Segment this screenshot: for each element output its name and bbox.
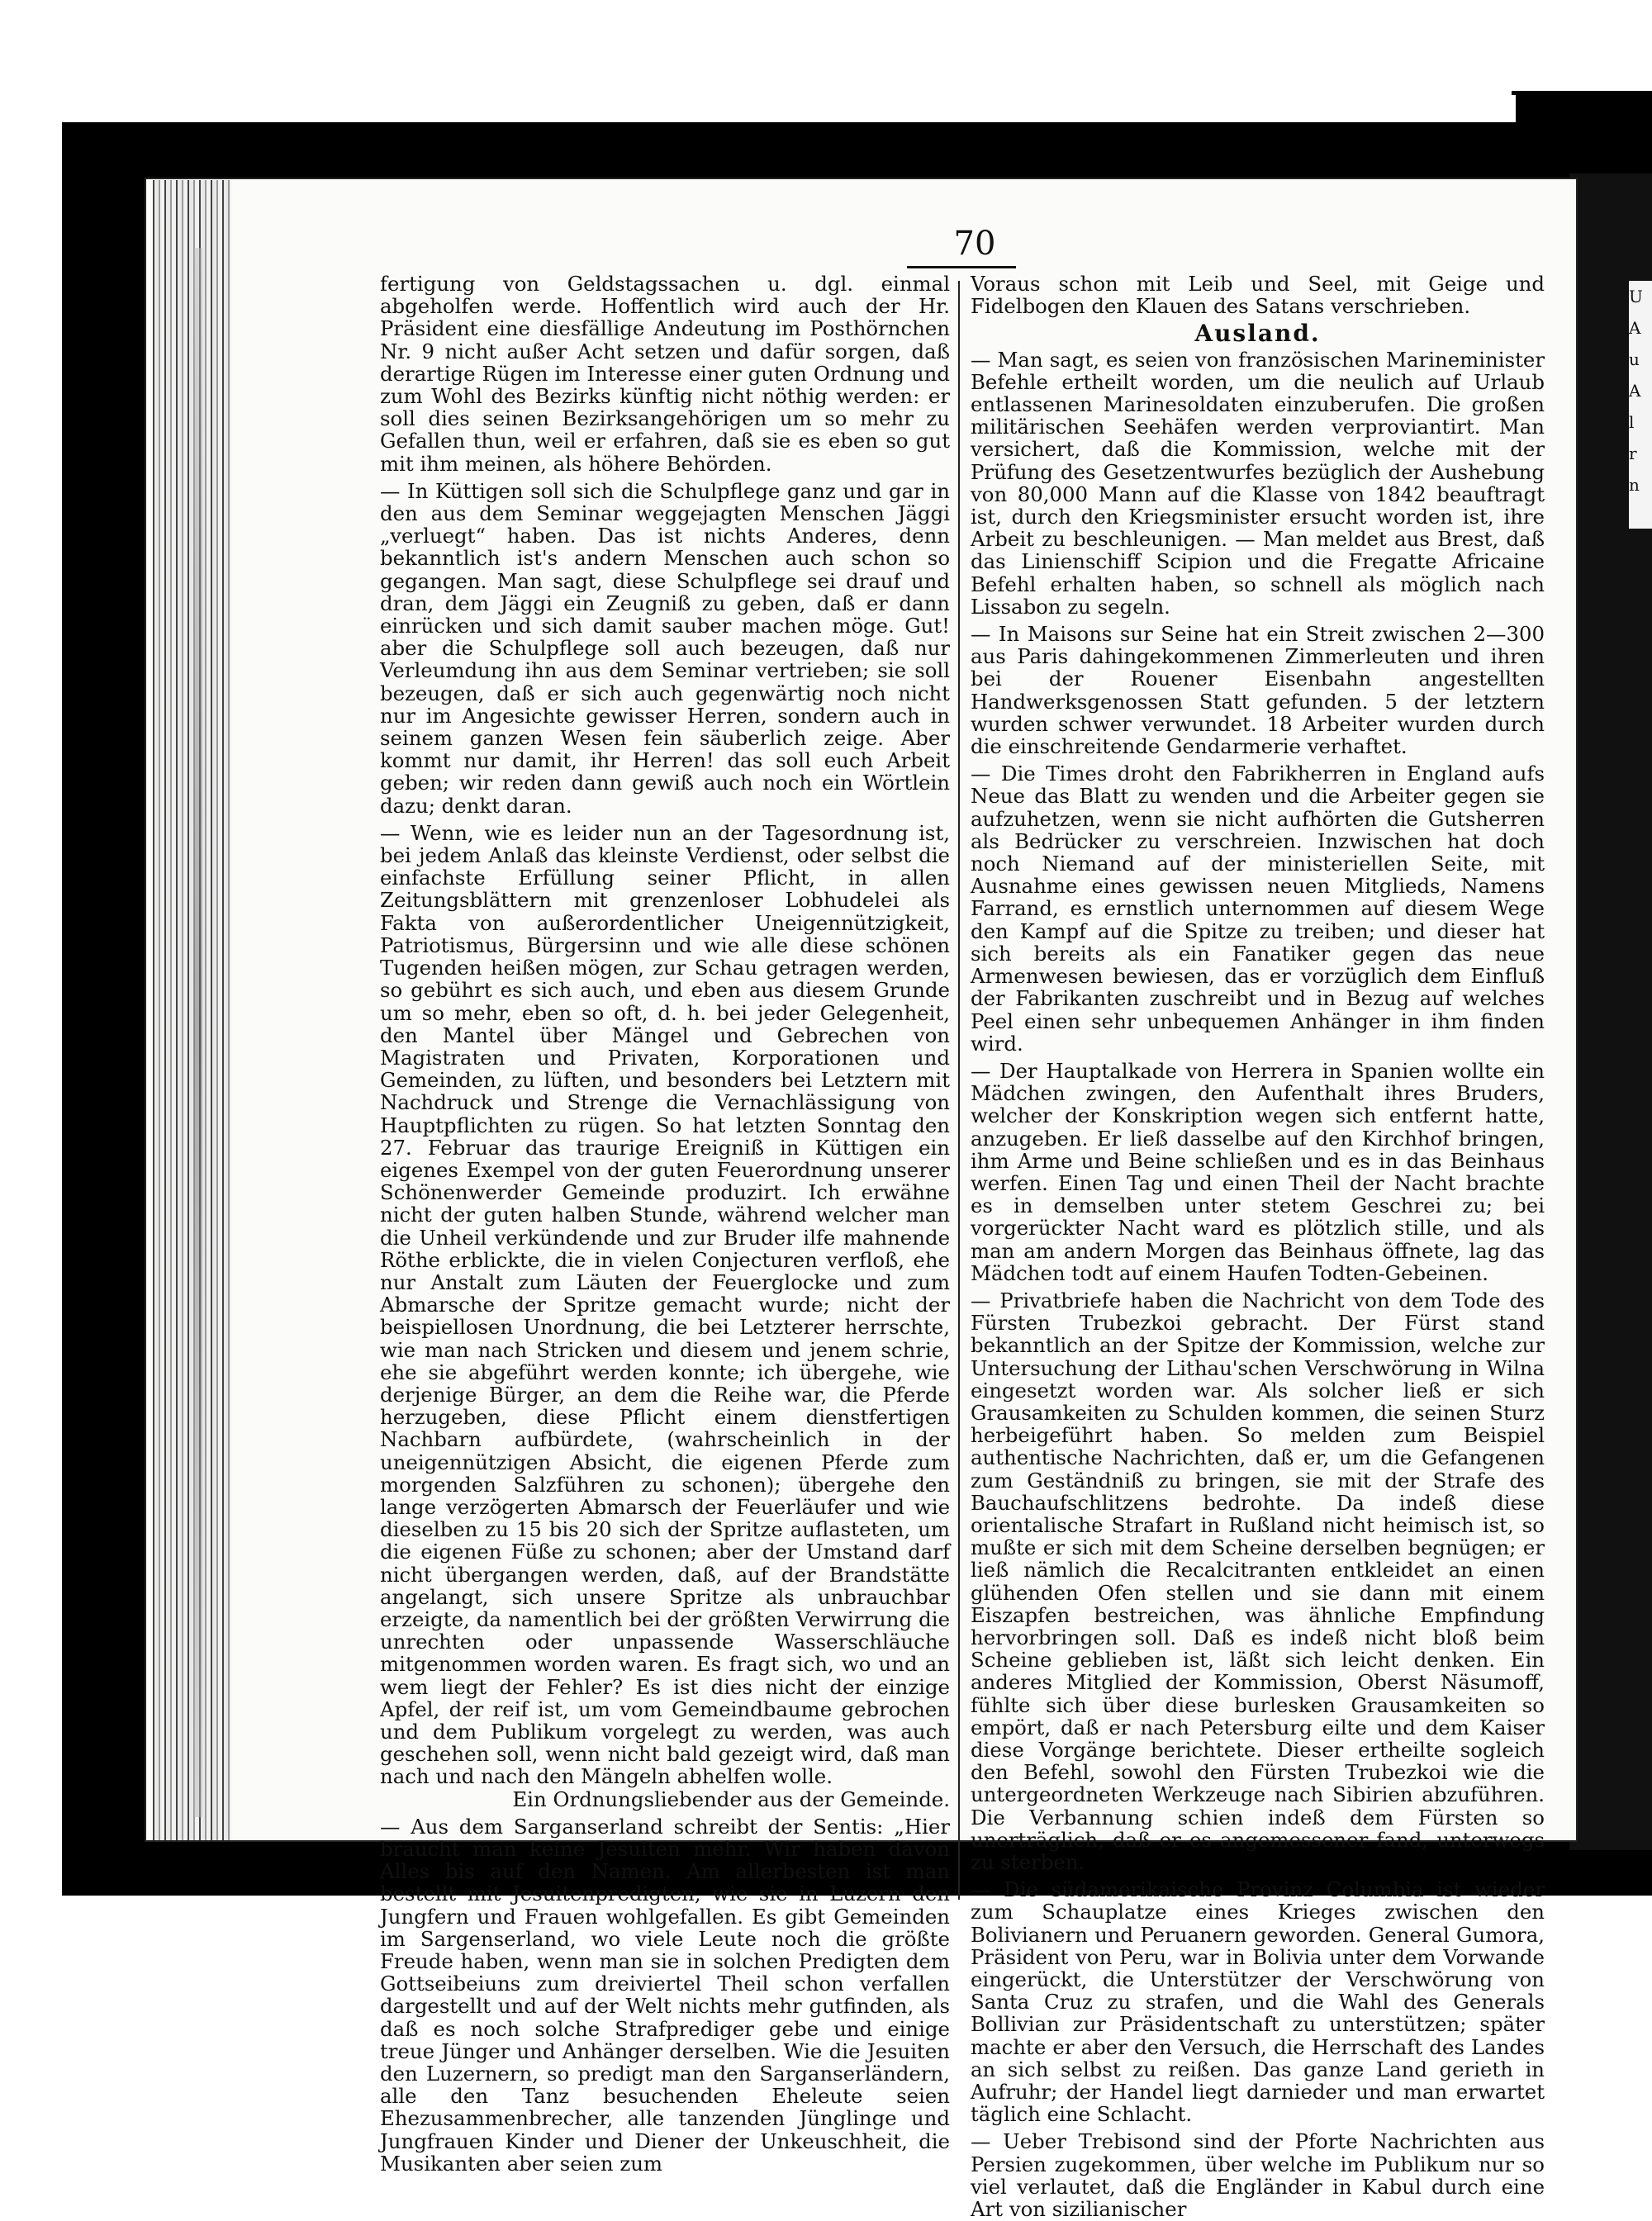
article-paragraph: — Wenn, wie es leider nun an der Tagesordnung ist, bei jedem Anlaß das kleinste Verdienst, oder selbst die einfachste Erfüllung seiner Pflicht, in allen Zeitungsblättern mit grenzenloser Lobhudelei als Fakta von außerordentlicher Uneigennützigkeit, Patriotismus, Bürgersinn und wie alle diese schönen Tugenden heißen mögen, zur Schau getragen werden, so gebührt es sich auch, und eben aus diesem Grunde um so mehr, eben so oft, d. h. bei jeder Gelegenheit, den Mantel über Mängel und Gebrechen von Magistraten und Privaten, Korporationen und Gemeinden, zu lüften, und besonders bei Letztern mit Nachdruck und Strenge die Vernachlässigung von Hauptpflichten zu rügen. So hat letzten Sonntag den 27. Februar das traurige Ereigniß in Küttigen ein eigenes Exempel von der guten Feuerordnung unserer Schönenwerder Gemeinde produzirt. Ich erwähne nicht der guten halben Stunde, während welcher man die Unheil verkündende und zur Bruder ilfe mahnende Röthe erblickte, die in vielen Conjecturen verfloß, ehe nur Anstalt zum Läuten der Feuerglocke und zum Abmarsche der Spritze gemacht wurde; nicht der beispiellosen Unordnung, die bei Letzterer herrschte, wie man nach Stricken und diesem und jenem schrie, ehe sie abgeführt werden konnte; ich übergehe, wie derjenige Bürger, an dem die Reihe war, die Pferde herzugeben, diese Pflicht einem dienstfertigen Nachbarn aufbürdete, (wahrscheinlich in der uneigennützigen Absicht, die eigenen Pferde zum morgenden Salzführen zu schonen); übergehe den lange verzögerten Abmarsch der Feuerläufer und wie dieselben zu 15 bis 20 sich der Spritze auflasteten, um die eigenen Füße zu schonen; aber der Umstand darf nicht übergangen werden, daß, auf der Brandstätte angelangt, sich unsere Spritze als unbrauchbar erzeigte, da namentlich bei der größten Verwirrung die unrechten oder unpassende Wasserschläuche mitgenommen worden waren. Es fragt sich, wo und an wem liegt der Fehler? Es ist dies nicht der einzige Apfel, der reif ist, um vom Gemeindbaume gebrochen und dem Publikum vorgelegt zu werden, was auch geschehen soll, wenn nicht bald gezeigt wird, daß man nach und nach den Mängeln abhelfen wolle.: [380, 820, 950, 1789]
article-paragraph: — Der Hauptalkade von Herrera in Spanien wollte ein Mädchen zwingen, den Aufenthalt ihres Bruders, welcher der Konskription wegen sich entfernt hatte, anzugeben. Er ließ dasselbe auf den Kirchhof bringen, ihm Arme und Beine schließen und es in das Beinhaus werfen. Einen Tag und einen Theil der Nacht brachte es in demselben unter stetem Geschrei zu; bei vorgerückter Nacht ward es plötzlich stille, und als man am andern Morgen das Beinhaus öffnete, lag das Mädchen todt auf einem Haufen Todten-Gebeinen.: [971, 1058, 1545, 1285]
article-paragraph-continued: Voraus schon mit Leib und Seel, mit Geige und Fidelbogen den Klauen des Satans verschrieben.: [971, 272, 1545, 319]
left-column: [380, 273, 950, 2175]
scan-background-left: [62, 99, 153, 1858]
scan-background-top: [62, 95, 1516, 186]
article-paragraph: fertigung von Geldstagssachen u. dgl. einmal abgeholfen werde. Hoffentlich wird auch der Hr. Präsident eine diesfällige Andeutung im Posthörnchen Nr. 9 nicht außer Acht setzen und dafür sorgen, daß derartige Rügen im Interesse einer guten Ordnung und zum Wohl des Bezirks künftig nicht nöthig werden: er soll dies seinen Bezirksangehörigen um so mehr zu Gefallen thun, weil er erfahren, daß sie es eben so gut mit ihm meinen, als höhere Behörden.: [380, 272, 950, 476]
article-paragraph: — Die Times droht den Fabrikherren in England aufs Neue das Blatt zu wenden und die Arbeiter gegen sie aufzuhetzen, wenn sie nicht aufhörten die Gutsherren als Bedrücker zu verschreien. Inzwischen hat doch noch Niemand auf der ministeriellen Seite, mit Ausnahme eines gewissen neuen Mitglieds, Namens Farrand, es ernstlich unternommen auf diesem Wege den Kampf auf die Spitze zu treiben; und dieser hat sich bereits als ein Fanatiker gegen das neue Armenwesen bewiesen, das er vorzüglich dem Einfluß der Fabrikanten zuschreibt und in Bezug auf welches Peel einen sehr unbequemen Anhänger in ihm finden wird.: [971, 762, 1545, 1056]
article-paragraph: — Man sagt, es seien von französischen Marineminister Befehle ertheilt worden, um die neulich auf Urlaub entlassenen Marinesoldaten einzuberufen. Die großen militärischen Seehäfen werden verproviantirt. Man versichert, daß die Kommission, welche mit der Prüfung des Gesetzentwurfes bezüglich der Aushebung von 80,000 Mann auf die Klasse von 1842 beauftragt ist, durch den Kriegsminister ersucht worden ist, ihre Arbeit zu beschleunigen. — Man meldet aus Brest, daß das Linienschiff Scipion und die Fregatte Africaine Befehl erhalten haben, so schnell als möglich nach Lissabon zu segeln.: [971, 347, 1545, 619]
article-paragraph: — Aus dem Sarganserland schreibt der Sentis: „Hier braucht man keine Jesuiten mehr. Wir haben davon Alles bis auf den Namen. Am allerbesten ist man bestellt mit Jesuitenpredigten, wie sie in Luzern den Jungfern und Frauen wohlgefallen. Es gibt Gemeinden im Sargenserland, wo viele Leute noch die größte Freude haben, wenn man sie in solchen Predigten dem Gottseibeiuns zum dreiviertel Theil schon verfallen dargestellt und auf der Welt nichts mehr gutfinden, als daß es noch solche Strafprediger gebe und einige treue Jünger und Anhänger derselben. Wie die Jesuiten den Luzernern, so predigt man den Sarganserländern, alle den Tanz besuchenden Eheleute seien Ehezusammenbrecher, alle tanzenden Jünglinge und Jungfrauen Kinder und Diener der Unkeuschheit, die Musikanten aber seien zum: [380, 1814, 950, 2176]
section-heading: Ausland.: [1194, 320, 1321, 348]
margin-shadow: [194, 248, 202, 1817]
book-gutter: [153, 180, 231, 1840]
article-paragraph: — Die südamerikaische Provinz Columbia ist wieder zum Schauplatze eines Krieges zwischen den Bolivianern und Peruanern geworden. General Gumora, Präsident von Peru, war in Bolivia unter dem Vorwande eingerückt, die Unterstützer der Verschwörung von Santa Cruz zu strafen, und die Wahl des Generals Bollivian zur Präsidentschaft zu unterstützen; später machte er aber den Versuch, die Herrschaft des Landes an sich selbst zu reißen. Das ganze Land gerieth in Aufruhr; der Handel liegt darnieder und man erwartet täglich eine Schlacht.: [971, 1877, 1545, 2127]
column-divider: [958, 281, 960, 1900]
article-paragraph: — Privatbriefe haben die Nachricht von dem Tode des Fürsten Trubezkoi gebracht. Der Fürst stand bekanntlich an der Spitze der Kommission, welche zur Untersuchung der Lithau'schen Verschwörung in Wilna eingesetzt worden war. Als solcher ließ er sich Grausamkeiten zu Schulden kommen, die seinen Sturz herbeigeführt haben. So melden zum Beispiel authentische Nachrichten, daß er, um die Gefangenen zum Geständniß zu bringen, sie mit der Strafe des Bauchaufschlitzens bedrohte. Da indeß diese orientalische Strafart in Rußland nicht heimisch ist, so mußte er sich mit dem Scheine derselben begnügen; er ließ nämlich die Recalcitranten entkleidet an einen glühenden Ofen stellen und sie dann mit einem Eiszapfen bestreichen, was ähnliche Empfindung hervorbringen soll. Daß es indeß nicht bloß beim Scheine geblieben ist, läßt sich leicht denken. Ein anderes Mitglied der Kommission, Oberst Näsumoff, fühlte sich über diese burlesken Grausamkeiten so empört, daß er nach Petersburg eilte und dem Kaiser diese Vorgänge berichtete. Dieser ertheilte sogleich den Befehl, sowohl den Fürsten Trubezkoi wie die untergeordneten Werkzeuge nach Sibirien abzuführen. Die Verbannung schien indeß dem Fürsten so unerträglich, daß er es angemessener fand, unterwegs zu sterben.: [971, 1288, 1545, 1875]
article-paragraph: — Ueber Trebisond sind der Pforte Nachrichten aus Persien zugekommen, über welche im Publikum nur so viel verlautet, daß die Engländer in Kabul durch eine Art von sizilianischer: [971, 2129, 1545, 2221]
article-paragraph: — In Küttigen soll sich die Schulpflege ganz und gar in den aus dem Seminar weggejagten Menschen Jäggi „verluegt“ haben. Das ist nichts Anderes, denn bekanntlich ist's andern Menschen auch schon so gegangen. Man sagt, diese Schulpflege sei drauf und dran, dem Jäggi ein Zeugniß zu geben, daß er dann einrücken und sich damit sauber machen möge. Gut! aber die Schulpflege soll auch bezeugen, daß nur Verleumdung ihn aus dem Seminar vertrieben; sie soll bezeugen, daß er sich auch gegenwärtig noch nicht nur im Angesichte gewisser Herren, sondern auch in seinem ganzen Wesen fein säuberlich zeige. Aber kommt nur damit, ihr Herren! das soll euch Arbeit geben; wir reden dann gewiß auch noch ein Wörtlein dazu; denkt daran.: [380, 478, 950, 818]
article-paragraph: — In Maisons sur Seine hat ein Streit zwischen 2—300 aus Paris dahingekommenen Zimmerleuten und ihren bei der Rouener Eisenbahn angestellten Handwerksgenossen Statt gefunden. 5 der letztern wurden schwer verwundet. 18 Arbeiter wurden durch die einschreitende Gendarmerie verhaftet.: [971, 622, 1545, 759]
right-column: [971, 273, 1545, 2220]
page-number-rule: [907, 266, 1016, 268]
adjacent-page-fragment: U A u A l r n: [1629, 281, 1652, 529]
page-number: 70: [953, 225, 996, 263]
article-signature: Ein Ordnungsliebender aus der Gemeinde.: [512, 1787, 950, 1811]
